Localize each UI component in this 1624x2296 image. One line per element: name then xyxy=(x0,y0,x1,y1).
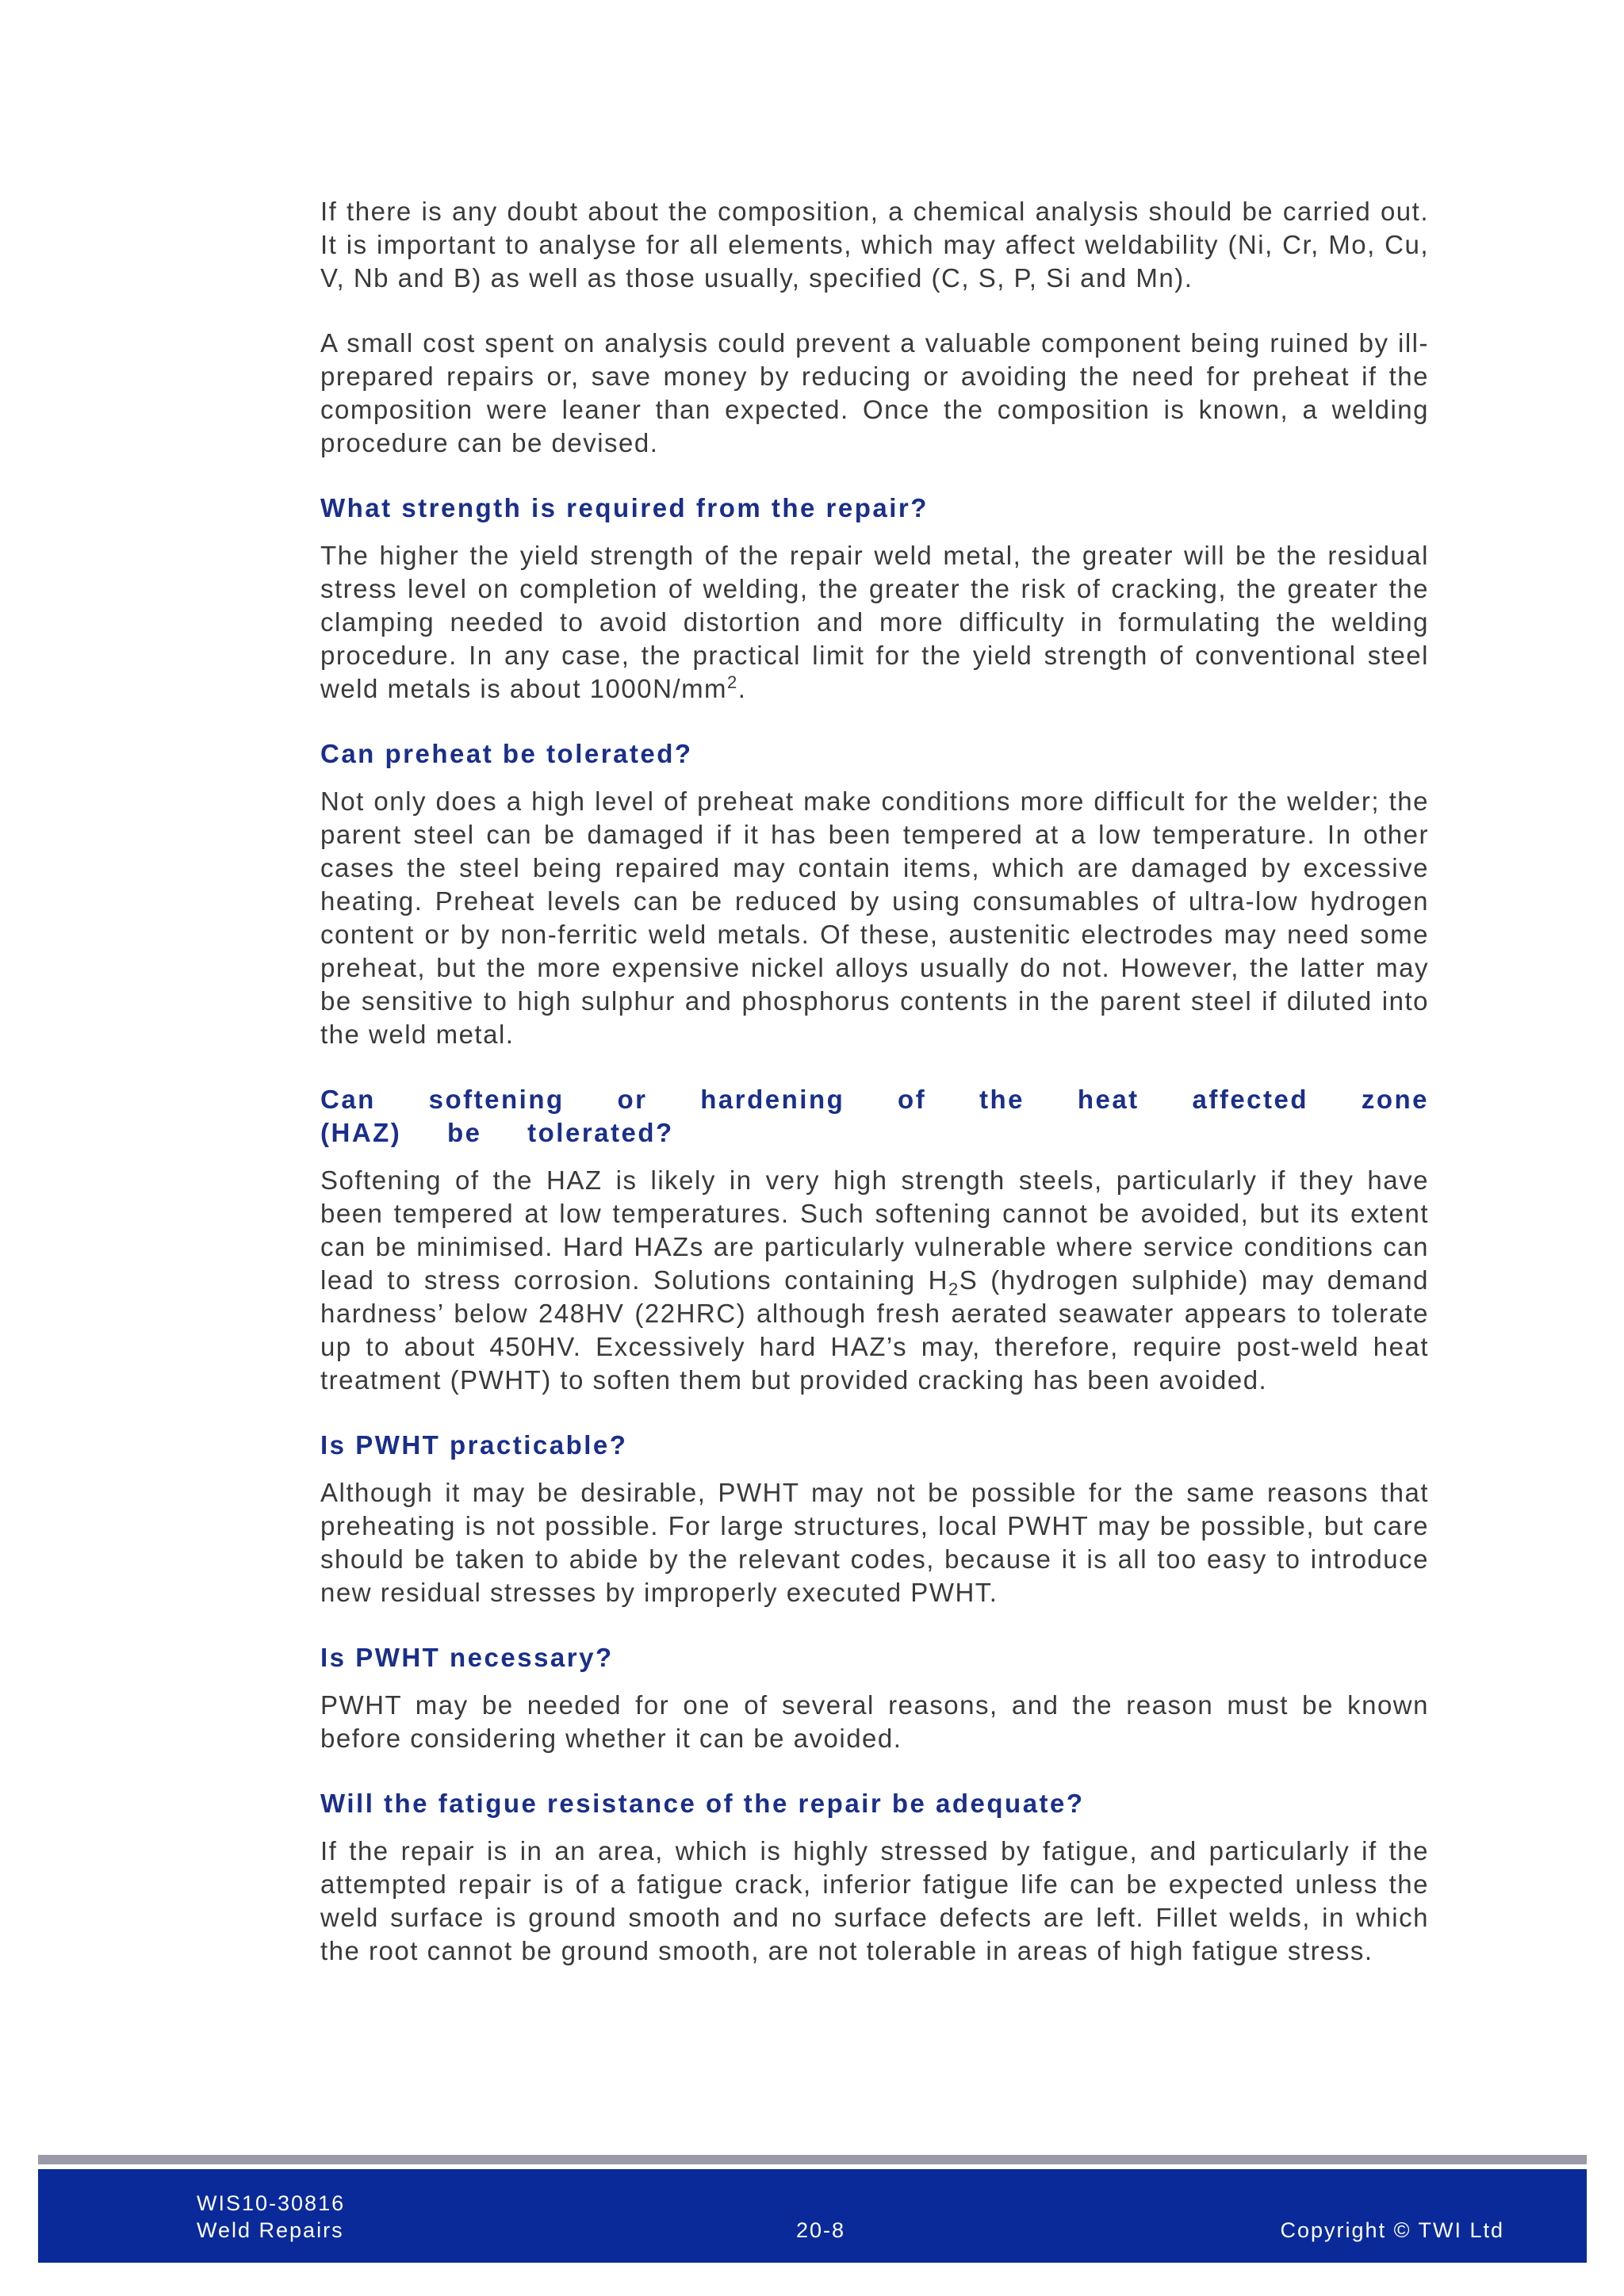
paragraph-analysis-cost: A small cost spent on analysis could prevent a valuable component being ruined by ill-prepared repairs or, save money by reducing or avoiding the need for preheat if the composition were leaner than expected. Once the composition is known, a welding procedure can be devised. xyxy=(320,328,1429,457)
footer-document-title: Weld Repairs xyxy=(197,2218,344,2242)
paragraph-yield-strength-text: The higher the yield strength of the repair weld metal, the greater will be the residual stress level on completion of welding, the greater the risk of cracking, the greater the clamping needed to avoid distortion and more difficulty in formulating the welding procedure. In any case, the practical limit for the yield strength of conventional steel weld metals is about 1000N/mm xyxy=(320,541,1429,703)
paragraph-composition-analysis: If there is any doubt about the composition, a chemical analysis should be carried out. It is important to analyse for all elements, which may affect weldability (Ni, Cr, Mo, Cu, V, Nb and B) as well as those usually, specified (C, S, P, Si and Mn). xyxy=(320,197,1429,293)
page-footer xyxy=(38,2169,1587,2263)
heading-preheat: Can preheat be tolerated? xyxy=(320,739,693,768)
paragraph-pwht-necessary: PWHT may be needed for one of several reasons, and the reason must be known before considering whether it can be avoided. xyxy=(320,1690,1429,1753)
paragraph-fatigue: If the repair is in an area, which is highly stressed by fatigue, and particularly if the attempted repair is of a fatigue crack, inferior fatigue life can be expected unless the weld surface is ground smooth and no surface defects are left. Fillet welds, in which the root cannot be ground smooth, are not tolerable in areas of high fatigue stress. xyxy=(320,1836,1429,1965)
footer-document-code: WIS10-30816 xyxy=(197,2191,346,2215)
superscript-squared: 2 xyxy=(727,672,738,692)
paragraph-yield-strength-end: . xyxy=(737,674,747,703)
heading-fatigue-resistance: Will the fatigue resistance of the repair be adequate? xyxy=(320,1789,1085,1818)
heading-pwht-practicable: Is PWHT practicable? xyxy=(320,1430,628,1460)
heading-haz: Can softening or hardening of the heat affected zone (HAZ) be tolerated? xyxy=(320,1085,1429,1147)
footer-copyright: Copyright © TWI Ltd xyxy=(1280,2218,1504,2242)
paragraph-pwht-practicable: Although it may be desirable, PWHT may not be possible for the same reasons that preheating is not possible. For large structures, local PWHT may be possible, but care should be taken to abide by the relevant codes, because it is all too easy to introduce new residual stresses by improperly executed PWHT. xyxy=(320,1478,1429,1607)
subscript-two: 2 xyxy=(948,1279,959,1299)
heading-repair-strength: What strength is required from the repair? xyxy=(320,493,929,522)
paragraph-preheat: Not only does a high level of preheat make conditions more difficult for the welder; the parent steel can be damaged if it has been tempered at a low temperature. In other cases the steel being repaired may contain items, which are damaged by excessive heating. Preheat levels can be reduced by using consumables of ultra-low hydrogen content or by non-ferritic weld metals. Of these, austenitic electrodes may need some preheat, but the more expensive nickel alloys usually do not. However, the latter may be sensitive to high sulphur and phosphorus contents in the parent steel if diluted into the weld metal. xyxy=(320,786,1429,1049)
paragraph-yield-strength xyxy=(320,539,1429,706)
footer-page-number: 20-8 xyxy=(796,2218,846,2242)
footer-rule xyxy=(38,2155,1587,2164)
paragraph-haz xyxy=(320,1164,1429,1397)
heading-pwht-necessary: Is PWHT necessary? xyxy=(320,1643,614,1672)
paragraph-haz-text-a: Softening of the HAZ is likely in very high strength steels, particularly if they have been tempered at low temperatures. Such softening cannot be avoided, but its extent can be minimised. Hard HAZs are particularly vulnerable where service conditions can lead to stress corrosion. Solutions containing H xyxy=(320,1165,1429,1295)
paragraph-haz-text-b: S (hydrogen sulphide) may demand hardness’ below 248HV (22HRC) although fresh aerated seawater appears to tolerate up to about 450HV. Excessively hard HAZ’s may, therefore, require post-weld heat treatment (PWHT) to soften them but provided cracking has been avoided. xyxy=(320,1265,1429,1395)
page-content xyxy=(320,195,1429,1999)
